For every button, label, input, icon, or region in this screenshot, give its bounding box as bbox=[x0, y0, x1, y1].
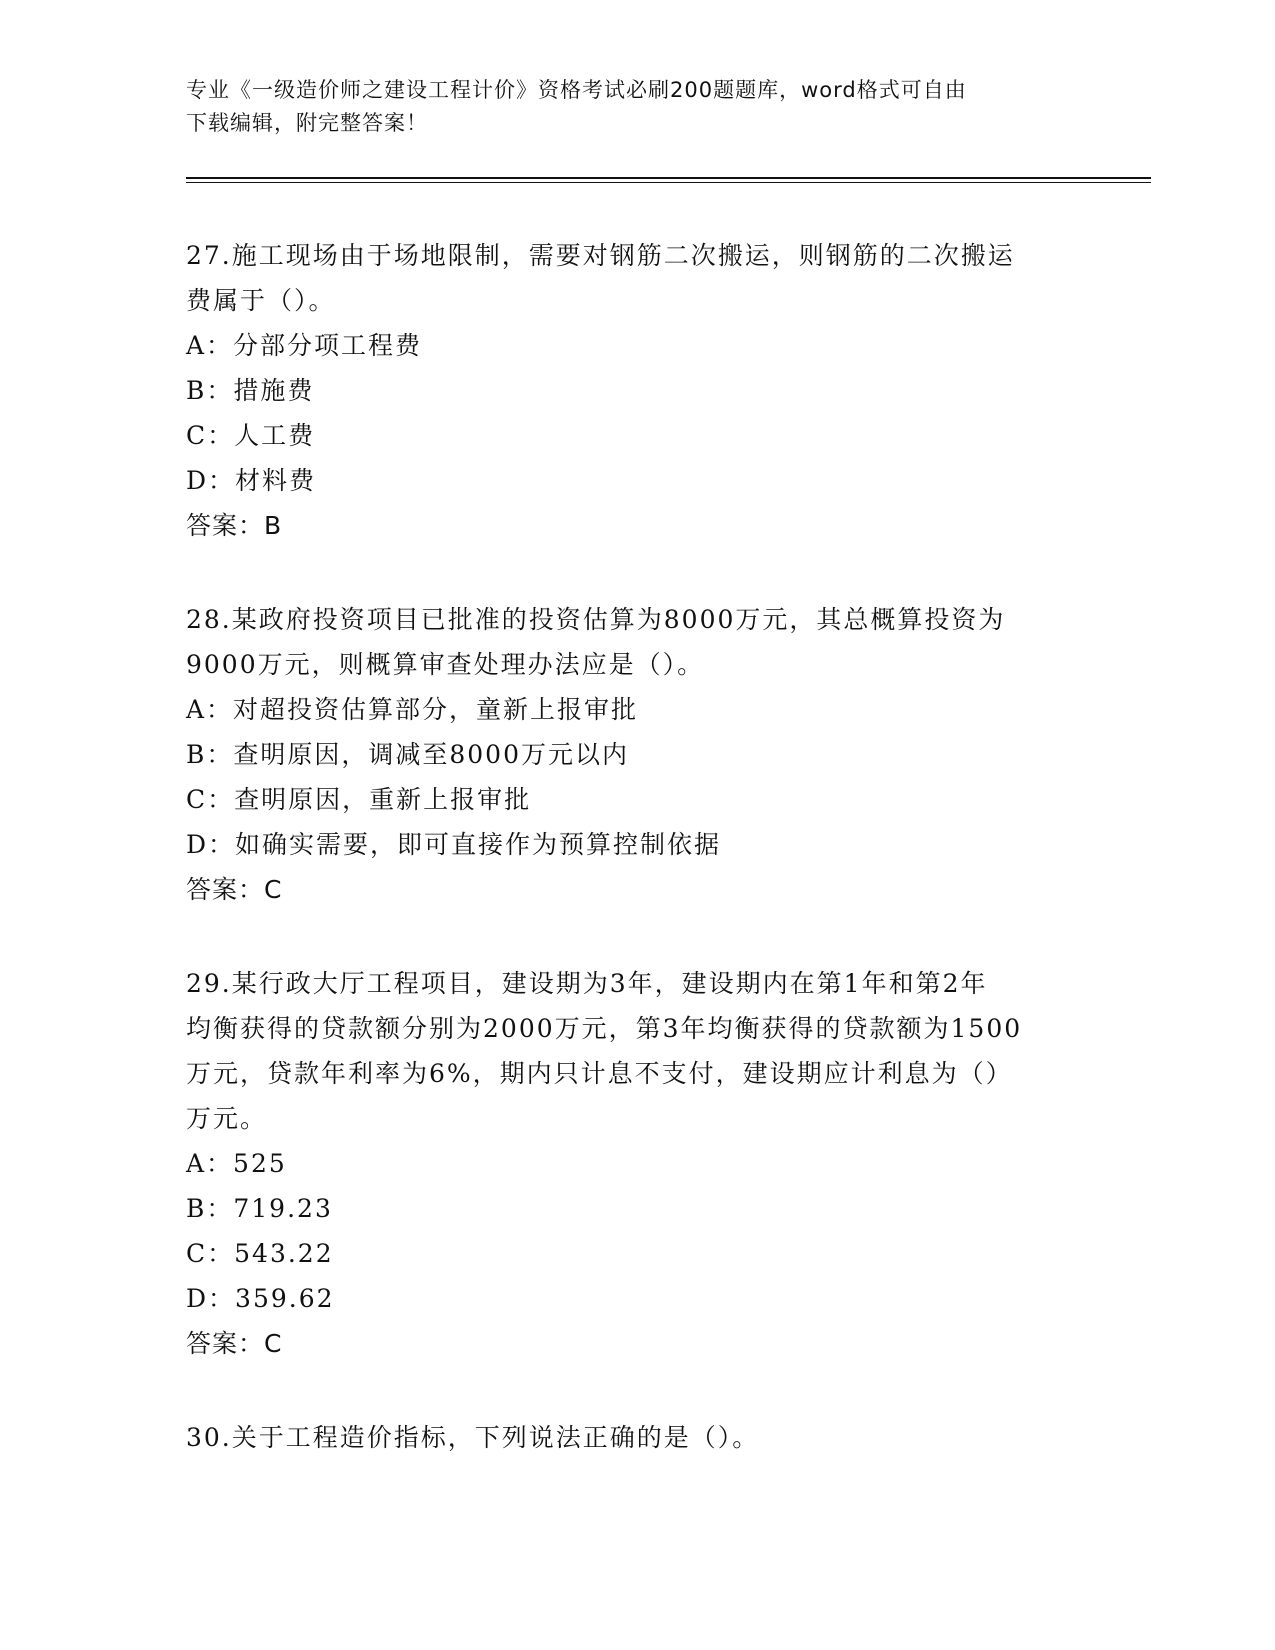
question-29 bbox=[186, 961, 1086, 1366]
option-a: A：分部分项工程费 bbox=[186, 331, 423, 360]
header-line-1: 专业《一级造价师之建设工程计价》资格考试必刷200题题库，word格式可自由 bbox=[186, 78, 967, 102]
option-a: A：525 bbox=[186, 1149, 287, 1178]
option-b: B：查明原因，调减至8000万元以内 bbox=[186, 740, 629, 769]
header-line-2: 下载编辑，附完整答案！ bbox=[186, 111, 428, 135]
question-stem-line: 30.关于工程造价指标，下列说法正确的是（）。 bbox=[186, 1423, 760, 1452]
question-stem-line: 万元。 bbox=[186, 1104, 268, 1133]
question-30 bbox=[186, 1415, 1086, 1460]
question-28 bbox=[186, 597, 1086, 912]
question-stem-line: 9000万元，则概算审查处理办法应是（）。 bbox=[186, 650, 705, 679]
option-b: B：719.23 bbox=[186, 1194, 333, 1223]
answer-label: 答案：C bbox=[186, 875, 283, 904]
header-divider-thin bbox=[186, 182, 1151, 183]
option-c: C：543.22 bbox=[186, 1239, 334, 1268]
option-d: D：材料费 bbox=[186, 466, 317, 495]
option-c: C：查明原因，重新上报审批 bbox=[186, 785, 532, 814]
document-header bbox=[186, 74, 1086, 140]
option-a: A：对超投资估算部分，童新上报审批 bbox=[186, 695, 639, 724]
answer-label: 答案：C bbox=[186, 1329, 283, 1358]
option-b: B：措施费 bbox=[186, 376, 315, 405]
question-stem-line: 均衡获得的贷款额分别为2000万元，第3年均衡获得的贷款额为1500 bbox=[186, 1014, 1023, 1043]
question-stem-line: 29.某行政大厅工程项目，建设期为3年，建设期内在第1年和第2年 bbox=[186, 969, 988, 998]
question-stem-line: 28.某政府投资项目已批准的投资估算为8000万元，其总概算投资为 bbox=[186, 605, 1006, 634]
option-d: D：如确实需要，即可直接作为预算控制依据 bbox=[186, 830, 722, 859]
answer-label: 答案：B bbox=[186, 511, 283, 540]
option-c: C：人工费 bbox=[186, 421, 316, 450]
question-stem-line: 27.施工现场由于场地限制，需要对钢筋二次搬运，则钢筋的二次搬运 bbox=[186, 241, 1015, 270]
question-stem-line: 万元，贷款年利率为6%，期内只计息不支付，建设期应计利息为（） bbox=[186, 1059, 1013, 1088]
question-stem-line: 费属于（）。 bbox=[186, 286, 336, 315]
option-d: D：359.62 bbox=[186, 1284, 335, 1313]
question-27 bbox=[186, 233, 1086, 548]
header-divider-thick bbox=[186, 177, 1151, 179]
